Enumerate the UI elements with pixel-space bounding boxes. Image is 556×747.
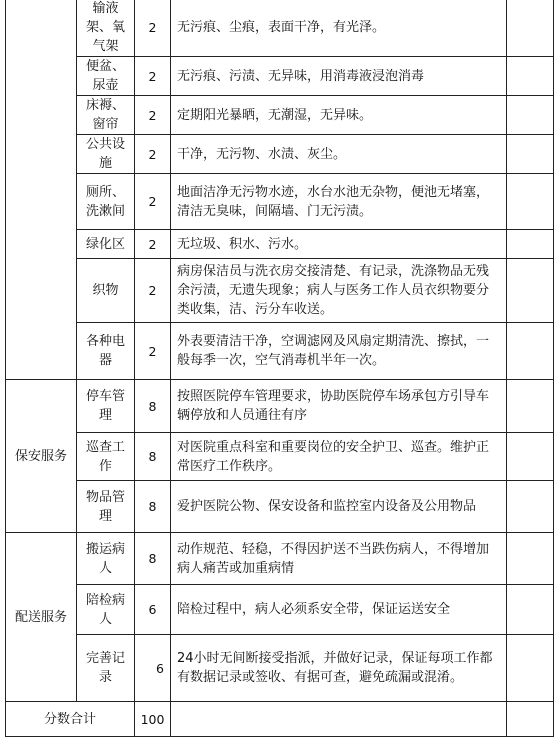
score-cell: 2 <box>135 0 171 57</box>
table-row <box>6 481 554 533</box>
score-cell: 8 <box>135 380 171 433</box>
total-label: 分数合计 <box>6 702 135 737</box>
standard-cell <box>171 702 507 737</box>
item-cell: 各种电器 <box>77 323 135 380</box>
table-row <box>6 96 554 135</box>
item-cell: 巡查工作 <box>77 433 135 481</box>
table-row <box>6 585 554 635</box>
table-row <box>6 57 554 96</box>
remark-cell <box>507 230 554 259</box>
score-cell: 2 <box>135 57 171 96</box>
standard-cell: 定期阳光暴晒，无潮湿，无异味。 <box>171 96 507 135</box>
remark-cell <box>507 174 554 230</box>
score-cell: 2 <box>135 259 171 323</box>
item-cell: 物品管理 <box>77 481 135 533</box>
score-cell: 8 <box>135 433 171 481</box>
table-row <box>6 0 554 57</box>
standard-cell: 地面洁净无污物水迹，水台水池无杂物，便池无堵塞，清洁无臭味，间隔墙、门无污渍。 <box>171 174 507 230</box>
total-row <box>6 702 554 737</box>
score-cell: 8 <box>135 533 171 585</box>
standard-cell: 按照医院停车管理要求，协助医院停车场承包方引导车辆停放和人员通往有序 <box>171 380 507 433</box>
category-cell <box>6 0 77 380</box>
remark-cell <box>507 0 554 57</box>
score-cell: 2 <box>135 135 171 174</box>
remark-cell <box>507 135 554 174</box>
standard-cell: 无垃圾、积水、污水。 <box>171 230 507 259</box>
score-cell: 2 <box>135 96 171 135</box>
score-cell: 2 <box>135 323 171 380</box>
item-cell: 搬运病人 <box>77 533 135 585</box>
table-row <box>6 135 554 174</box>
score-cell: 2 <box>135 174 171 230</box>
item-cell: 织物 <box>77 259 135 323</box>
score-cell: 6 <box>135 635 171 702</box>
score-cell: 8 <box>135 481 171 533</box>
standard-cell: 24小时无间断接受指派，并做好记录，保证每项工作都有数据记录或签收、有据可查，避免疏漏或混淆。 <box>171 635 507 702</box>
item-cell: 停车管理 <box>77 380 135 433</box>
item-cell: 床褥、窗帘 <box>77 96 135 135</box>
item-cell: 厕所、洗漱间 <box>77 174 135 230</box>
standard-cell: 无污痕、污渍、无异味，用消毒液浸泡消毒 <box>171 57 507 96</box>
table-row <box>6 635 554 702</box>
standard-cell: 外表要清洁干净，空调滤网及风扇定期清洗、擦拭，一般每季一次，空气消毒机半年一次。 <box>171 323 507 380</box>
remark-cell <box>507 433 554 481</box>
standard-cell: 干净，无污物、水渍、灰尘。 <box>171 135 507 174</box>
score-cell: 2 <box>135 230 171 259</box>
remark-cell <box>507 533 554 585</box>
table-row <box>6 323 554 380</box>
table-row <box>6 533 554 585</box>
total-score: 100 <box>135 702 171 737</box>
item-cell: 输液架、氧气架 <box>77 0 135 57</box>
category-cell: 配送服务 <box>6 533 77 702</box>
item-cell: 公共设施 <box>77 135 135 174</box>
score-cell: 6 <box>135 585 171 635</box>
standard-cell: 无污痕、尘痕，表面干净，有光泽。 <box>171 0 507 57</box>
remark-cell <box>507 96 554 135</box>
standard-cell: 对医院重点科室和重要岗位的安全护卫、巡查。维护正常医疗工作秩序。 <box>171 433 507 481</box>
standard-cell: 陪检过程中，病人必须系安全带，保证运送安全 <box>171 585 507 635</box>
standard-cell: 动作规范、轻稳，不得因护送不当跌伤病人，不得增加病人痛苦或加重病情 <box>171 533 507 585</box>
service-assessment-table <box>5 0 554 737</box>
remark-cell <box>507 635 554 702</box>
category-cell: 保安服务 <box>6 380 77 533</box>
table-row <box>6 380 554 433</box>
standard-cell: 爱护医院公物、保安设备和监控室内设备及公用物品 <box>171 481 507 533</box>
table-row <box>6 433 554 481</box>
remark-cell <box>507 702 554 737</box>
item-cell: 便盆、尿壶 <box>77 57 135 96</box>
table-row <box>6 174 554 230</box>
item-cell: 陪检病人 <box>77 585 135 635</box>
remark-cell <box>507 57 554 96</box>
item-cell: 绿化区 <box>77 230 135 259</box>
table-row <box>6 230 554 259</box>
remark-cell <box>507 259 554 323</box>
remark-cell <box>507 481 554 533</box>
table-row <box>6 259 554 323</box>
standard-cell: 病房保洁员与洗衣房交接清楚、有记录，洗涤物品无残余污渍，无遗失现象；病人与医务工作人员衣织物要分类收集，洁、污分车收送。 <box>171 259 507 323</box>
item-cell: 完善记录 <box>77 635 135 702</box>
remark-cell <box>507 323 554 380</box>
remark-cell <box>507 585 554 635</box>
remark-cell <box>507 380 554 433</box>
